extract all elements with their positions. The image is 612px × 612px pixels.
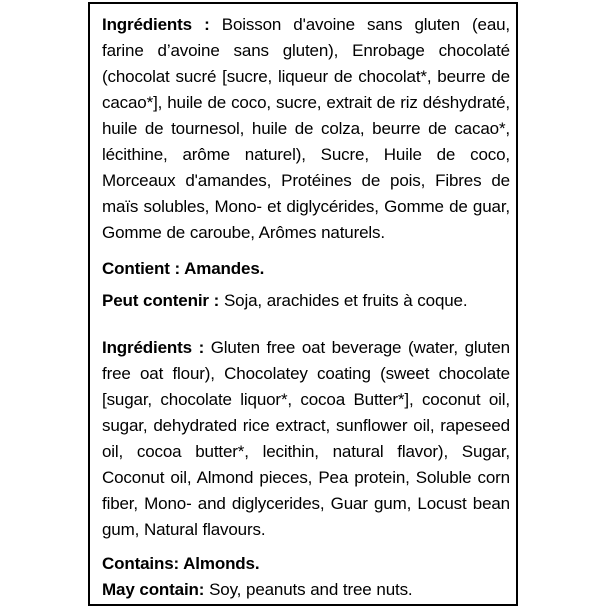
may-contain-english-text: Soy, peanuts and tree nuts.	[204, 580, 413, 599]
ingredients-english-label: Ingrédients :	[102, 338, 205, 357]
may-contain-french-text: Soja, arachides et fruits à coque.	[219, 291, 468, 310]
may-contain-french	[102, 288, 510, 314]
ingredients-label-panel	[88, 2, 518, 606]
ingredients-french-paragraph	[102, 12, 510, 246]
ingredients-french-label: Ingrédients :	[102, 15, 210, 34]
may-contain-english-label: May contain:	[102, 580, 205, 599]
contains-english	[102, 551, 510, 577]
may-contain-english	[102, 577, 510, 603]
contains-english-label: Contains: Almonds.	[102, 554, 260, 573]
ingredients-english-paragraph	[102, 335, 510, 543]
contains-french-label: Contient : Amandes.	[102, 259, 265, 278]
contains-french	[102, 256, 510, 282]
ingredients-english-text: Gluten free oat beverage (water, gluten free oat flour), Chocolatey coating (sweet chocolate [sugar, chocolate liquor*, cocoa Butter*], coconut oil, sugar, dehydrated rice extract, sunflower oil, rapeseed oil, cocoa butter*, lecithin, natural flavor), Sugar, Coconut oil, Almond pieces, Pea protein, Soluble corn fiber, Mono- and diglycerides, Guar gum, Locust bean gum, Natural flavours.	[102, 338, 510, 539]
ingredients-french-text: Boisson d'avoine sans gluten (eau, farine d’avoine sans gluten), Enrobage chocolaté (chocolat sucré [sucre, liqueur de chocolat*, beurre de cacao*], huile de coco, sucre, extrait de riz déshydraté, huile de tournesol, huile de colza, beurre de cacao*, lécithine, arôme naturel), Sucre, Huile de coco, Morceaux d'amandes, Protéines de pois, Fibres de maïs solubles, Mono- et diglycérides, Gomme de guar, Gomme de caroube, Arômes naturels.	[102, 15, 510, 242]
may-contain-french-label: Peut contenir :	[102, 291, 220, 310]
